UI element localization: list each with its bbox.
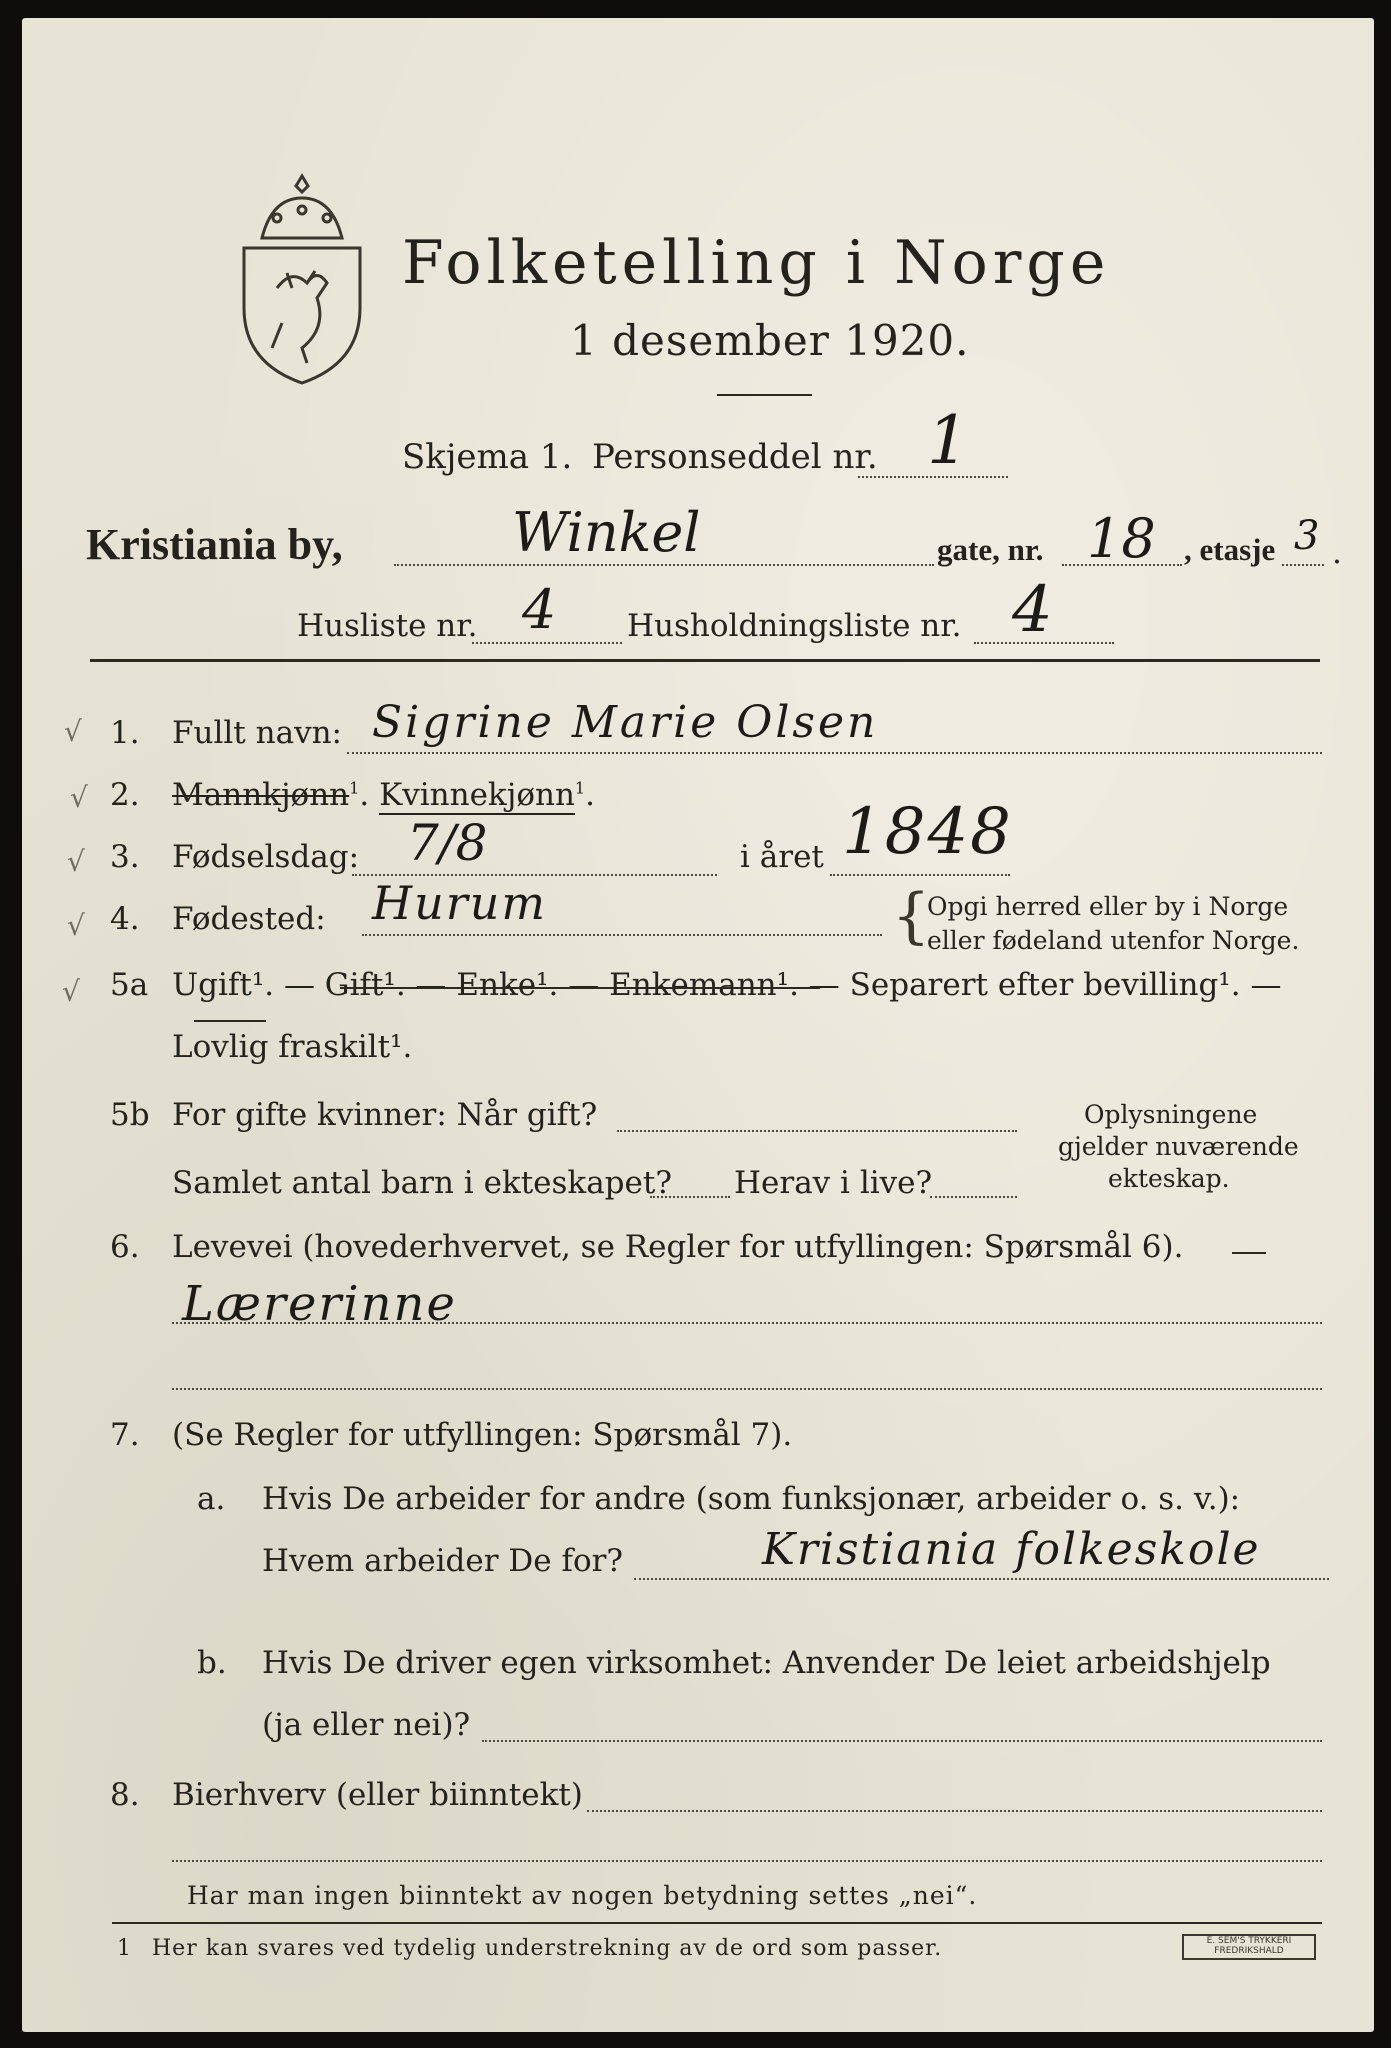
check-mark-icon: √ <box>62 975 80 1008</box>
q1-label: Fullt navn: <box>172 715 342 751</box>
q6-value[interactable]: Lærerinne <box>182 1276 457 1332</box>
q7a-question: Hvem arbeider De for? <box>262 1543 624 1579</box>
title-divider <box>717 394 812 396</box>
q6-line-2 <box>172 1388 1322 1390</box>
q1-number: 1. <box>110 715 140 751</box>
q4-note-line2: eller fødeland utenfor Norge. <box>927 926 1300 955</box>
q5b-note-line2: gjelder nuværende <box>1058 1132 1299 1161</box>
footnote-ref: 1 <box>574 778 586 798</box>
street-line <box>394 564 934 566</box>
husholdning-value[interactable]: 4 <box>1012 573 1053 647</box>
biinntekt-note: Har man ingen biinntekt av nogen betydning settes „nei“. <box>187 1881 978 1910</box>
floor-line <box>1282 564 1324 566</box>
q5b-alive-line <box>930 1196 1017 1198</box>
floor-value[interactable]: 3 <box>1294 513 1320 559</box>
option-female[interactable]: Kvinnekjønn <box>379 777 575 813</box>
footnote-number: 1 <box>117 1936 131 1961</box>
q4-note-brace: { <box>892 881 931 951</box>
printer-stamp <box>1182 1934 1316 1960</box>
end-mark: . <box>585 777 595 813</box>
q3-number: 3. <box>110 839 140 875</box>
q5b-married-line <box>617 1130 1017 1132</box>
q5a-option-divorced[interactable]: Lovlig fraskilt¹. <box>172 1029 413 1065</box>
q4-value[interactable]: Hurum <box>372 876 547 930</box>
q3-label: Fødselsdag: <box>172 839 360 875</box>
q6-dash <box>1232 1252 1266 1254</box>
check-mark-icon: √ <box>70 781 88 814</box>
q5b-label-alive: Herav i live? <box>734 1165 933 1201</box>
husliste-value[interactable]: 4 <box>522 578 557 641</box>
personseddel-value[interactable]: 1 <box>927 402 969 479</box>
q5b-label-married: For gifte kvinner: Når gift? <box>172 1097 598 1133</box>
trailing-mark: . <box>1332 535 1342 571</box>
q5b-number: 5b <box>110 1097 150 1133</box>
q3-year-value[interactable]: 1848 <box>842 795 1013 869</box>
footnote-ref: 1 <box>349 778 360 798</box>
q8-number: 8. <box>110 1777 140 1813</box>
printer-line2: FREDRIKSHALD <box>1214 1946 1284 1956</box>
q3-year-line <box>830 874 1010 876</box>
coat-of-arms-icon <box>232 168 372 388</box>
q5a-options[interactable]: Ugift¹. — Gift¹. — Enke¹. — Enkemann¹. — Separert efter bevilling¹. — <box>172 967 1282 1003</box>
q8-line-2 <box>172 1860 1322 1862</box>
etasje-label: , etasje <box>1184 532 1276 567</box>
q5a-number: 5a <box>110 967 149 1003</box>
header-divider <box>90 659 1320 662</box>
footer-divider <box>112 1922 1322 1924</box>
census-form <box>22 18 1374 2032</box>
separator: . <box>359 777 370 813</box>
q5b-children-line <box>650 1196 730 1198</box>
check-mark-icon: √ <box>67 845 85 878</box>
q3-day-value[interactable]: 7/8 <box>407 814 488 872</box>
q1-value[interactable]: Sigrine Marie Olsen <box>372 697 879 748</box>
q4-number: 4. <box>110 901 140 937</box>
q7b-line <box>482 1740 1322 1742</box>
q3-year-label: i året <box>740 839 824 875</box>
q7b-question: (ja eller nei)? <box>262 1707 471 1743</box>
q5b-note-line1: Oplysningene <box>1084 1100 1258 1129</box>
q2-number: 2. <box>110 777 140 813</box>
q6-label: Levevei (hovederhvervet, se Regler for utfyllingen: Spørsmål 6). <box>172 1229 1184 1265</box>
number-value[interactable]: 18 <box>1087 507 1156 570</box>
q4-line <box>362 934 882 936</box>
q2-options <box>172 777 595 813</box>
q8-line-1 <box>587 1810 1322 1812</box>
husholdning-label: Husholdningsliste nr. <box>627 608 962 644</box>
q7b-letter: b. <box>197 1645 227 1681</box>
q6-number: 6. <box>110 1229 140 1265</box>
q8-label: Bierhverv (eller biinntekt) <box>172 1777 583 1813</box>
q5b-label-children: Samlet antal barn i ekteskapet? <box>172 1165 672 1201</box>
q7-number: 7. <box>110 1417 140 1453</box>
q4-label: Fødested: <box>172 901 326 937</box>
q6-line-1 <box>172 1322 1322 1324</box>
gate-label: gate, nr. <box>937 532 1044 567</box>
q7a-value[interactable]: Kristiania folkeskole <box>762 1524 1261 1575</box>
census-date: 1 desember 1920. <box>570 316 970 365</box>
q1-line <box>347 752 1322 754</box>
street-value[interactable]: Winkel <box>512 501 701 564</box>
q7b-label: Hvis De driver egen virksomhet: Anvender De leiet arbeidshjelp <box>262 1645 1271 1681</box>
check-mark-icon: √ <box>67 909 85 942</box>
personseddel-label: Personseddel nr. <box>592 437 878 477</box>
q7-label: (Se Regler for utfyllingen: Spørsmål 7). <box>172 1417 793 1453</box>
schema-label: Skjema 1. <box>402 437 573 477</box>
printer-line1: E. SEM'S TRYKKERI <box>1206 1936 1292 1946</box>
q4-note-line1: Opgi herred eller by i Norge <box>927 892 1289 921</box>
q5b-note-line3: ekteskap. <box>1108 1164 1230 1193</box>
check-mark-icon: √ <box>64 715 82 748</box>
q7a-line <box>634 1578 1329 1580</box>
q5a-strike <box>340 987 820 989</box>
q5a-underline <box>194 1020 266 1022</box>
husliste-line <box>472 642 622 644</box>
husliste-label: Husliste nr. <box>297 608 478 644</box>
form-title: Folketelling i Norge <box>402 228 1111 298</box>
footnote-text: Her kan svares ved tydelig understrekning av de ord som passer. <box>152 1936 943 1961</box>
city-label: Kristiania by, <box>86 520 343 569</box>
q7a-label: Hvis De arbeider for andre (som funksjonær, arbeider o. s. v.): <box>262 1481 1241 1517</box>
q7a-letter: a. <box>197 1481 226 1517</box>
option-male[interactable]: Mannkjønn <box>172 777 350 813</box>
